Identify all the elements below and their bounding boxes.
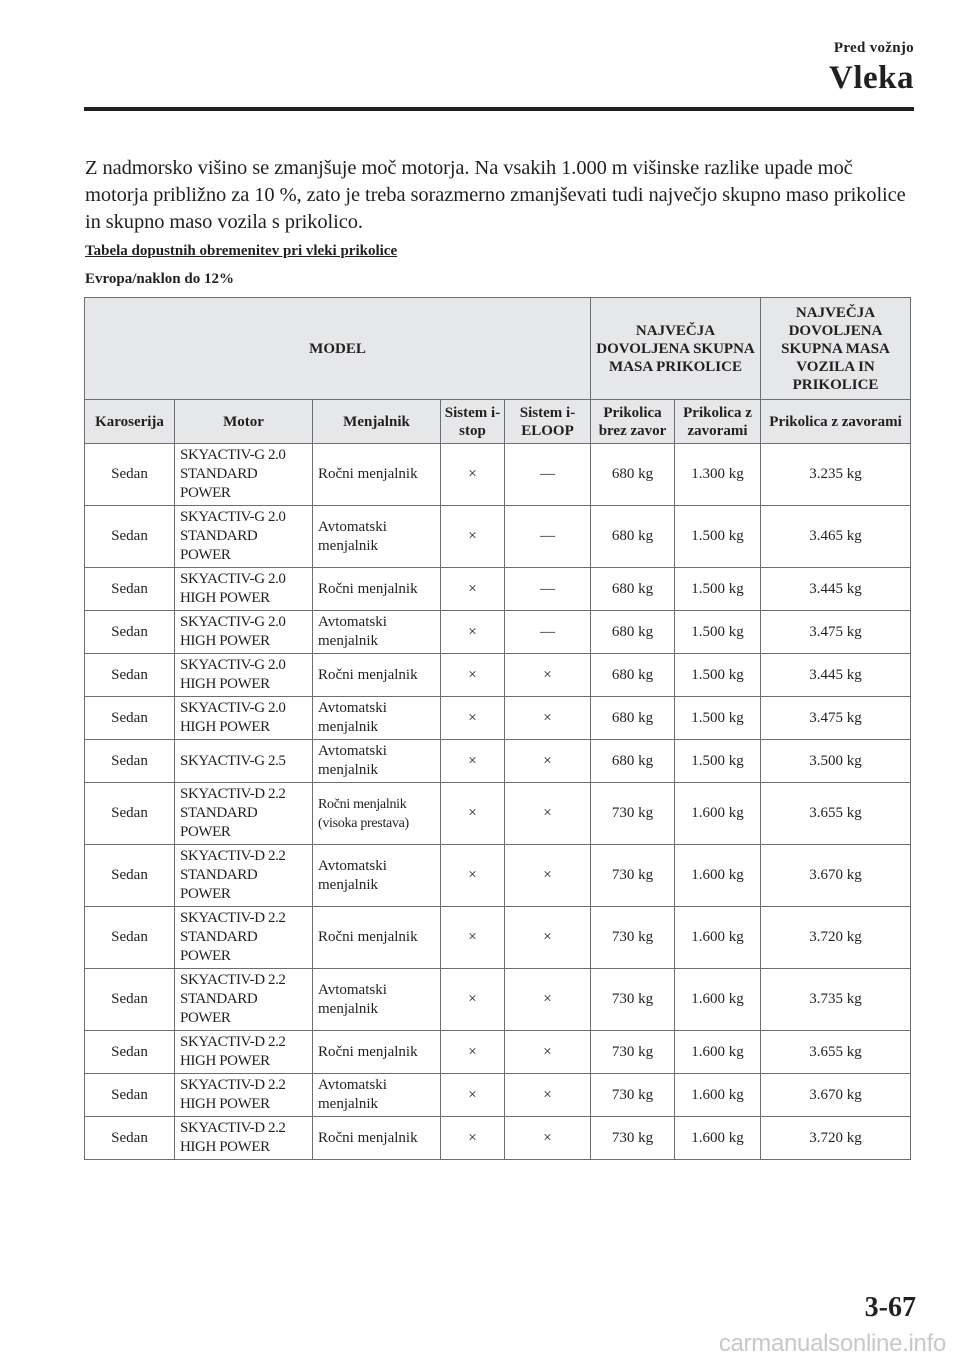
cell-ieloop: — (505, 444, 591, 506)
cell-transmission: Ročni menjalnik (313, 654, 441, 697)
cell-unbraked: 680 kg (591, 568, 675, 611)
cell-braked: 1.600 kg (675, 845, 761, 907)
cell-istop: × (441, 1117, 505, 1160)
section-title: Vleka (829, 60, 914, 96)
cell-braked: 1.500 kg (675, 568, 761, 611)
cell-unbraked: 680 kg (591, 740, 675, 783)
towing-load-table (84, 297, 911, 1160)
column-header-engine: Motor (175, 400, 313, 444)
cell-body: Sedan (85, 697, 175, 740)
cell-istop: × (441, 1031, 505, 1074)
header-rule (84, 107, 914, 111)
cell-body: Sedan (85, 444, 175, 506)
cell-total: 3.720 kg (761, 1117, 911, 1160)
cell-engine: SKYACTIV-G 2.0 STANDARD POWER (175, 506, 313, 568)
intro-paragraph: Z nadmorsko višino se zmanjšuje moč motorja. Na vsakih 1.000 m višinske razlike upade moč motorja približno za 10 %, zato je treba sorazmerno zmanjševati tudi največjo skupno maso prikolice in skupno maso vozila s prikolico. (85, 157, 906, 233)
cell-ieloop: — (505, 506, 591, 568)
cell-body: Sedan (85, 506, 175, 568)
cell-ieloop: × (505, 654, 591, 697)
page-number: 3-67 (864, 1292, 916, 1323)
cell-ieloop: × (505, 969, 591, 1031)
table-row (85, 783, 911, 845)
header-model: MODEL (85, 298, 591, 400)
header-max-trailer: NAJVEČJA DOVOLJENA SKUPNA MASA PRIKOLICE (591, 298, 761, 400)
cell-istop: × (441, 506, 505, 568)
cell-ieloop: × (505, 783, 591, 845)
cell-transmission: Ročni menjalnik (visoka prestava) (313, 783, 441, 845)
cell-istop: × (441, 697, 505, 740)
section-label: Pred vožnjo (833, 40, 914, 56)
cell-engine: SKYACTIV-D 2.2 HIGH POWER (175, 1074, 313, 1117)
cell-istop: × (441, 740, 505, 783)
table-row (85, 697, 911, 740)
cell-braked: 1.500 kg (675, 740, 761, 783)
cell-braked: 1.300 kg (675, 444, 761, 506)
table-subtitle: Evropa/naklon do 12% (85, 271, 234, 287)
cell-braked: 1.600 kg (675, 1117, 761, 1160)
cell-transmission: Avtomatski menjalnik (313, 969, 441, 1031)
cell-body: Sedan (85, 969, 175, 1031)
cell-total: 3.720 kg (761, 907, 911, 969)
cell-ieloop: — (505, 611, 591, 654)
cell-body: Sedan (85, 845, 175, 907)
cell-total: 3.655 kg (761, 1031, 911, 1074)
cell-transmission: Avtomatski menjalnik (313, 845, 441, 907)
cell-braked: 1.500 kg (675, 697, 761, 740)
cell-ieloop: × (505, 740, 591, 783)
cell-engine: SKYACTIV-G 2.0 HIGH POWER (175, 568, 313, 611)
watermark: carmanualsonline.info (718, 1330, 946, 1357)
cell-transmission: Ročni menjalnik (313, 444, 441, 506)
cell-body: Sedan (85, 1074, 175, 1117)
cell-transmission: Ročni menjalnik (313, 907, 441, 969)
cell-body: Sedan (85, 783, 175, 845)
cell-body: Sedan (85, 1031, 175, 1074)
cell-ieloop: × (505, 697, 591, 740)
table-row (85, 907, 911, 969)
cell-transmission: Ročni menjalnik (313, 1031, 441, 1074)
cell-istop: × (441, 845, 505, 907)
cell-engine: SKYACTIV-D 2.2 STANDARD POWER (175, 845, 313, 907)
cell-ieloop: × (505, 1031, 591, 1074)
cell-braked: 1.600 kg (675, 907, 761, 969)
cell-unbraked: 730 kg (591, 1117, 675, 1160)
cell-unbraked: 680 kg (591, 506, 675, 568)
cell-body: Sedan (85, 568, 175, 611)
cell-unbraked: 680 kg (591, 444, 675, 506)
cell-transmission: Ročni menjalnik (313, 1117, 441, 1160)
table-row (85, 506, 911, 568)
cell-ieloop: × (505, 907, 591, 969)
cell-total: 3.475 kg (761, 611, 911, 654)
cell-engine: SKYACTIV-G 2.0 HIGH POWER (175, 611, 313, 654)
cell-istop: × (441, 611, 505, 654)
cell-istop: × (441, 654, 505, 697)
table-row (85, 611, 911, 654)
cell-total: 3.475 kg (761, 697, 911, 740)
cell-body: Sedan (85, 1117, 175, 1160)
cell-total: 3.465 kg (761, 506, 911, 568)
column-header-unbraked: Prikolica brez zavor (591, 400, 675, 444)
cell-braked: 1.600 kg (675, 783, 761, 845)
cell-braked: 1.600 kg (675, 1031, 761, 1074)
cell-istop: × (441, 444, 505, 506)
cell-istop: × (441, 783, 505, 845)
cell-unbraked: 730 kg (591, 1031, 675, 1074)
table-row (85, 568, 911, 611)
cell-ieloop: — (505, 568, 591, 611)
table-row (85, 1117, 911, 1160)
cell-total: 3.670 kg (761, 845, 911, 907)
cell-engine: SKYACTIV-G 2.0 STANDARD POWER (175, 444, 313, 506)
cell-braked: 1.600 kg (675, 1074, 761, 1117)
cell-transmission: Avtomatski menjalnik (313, 611, 441, 654)
table-row (85, 1074, 911, 1117)
cell-body: Sedan (85, 740, 175, 783)
cell-ieloop: × (505, 1074, 591, 1117)
cell-engine: SKYACTIV-D 2.2 STANDARD POWER (175, 907, 313, 969)
column-header-body: Karoserija (85, 400, 175, 444)
cell-braked: 1.500 kg (675, 654, 761, 697)
cell-body: Sedan (85, 654, 175, 697)
cell-unbraked: 730 kg (591, 845, 675, 907)
cell-istop: × (441, 907, 505, 969)
cell-transmission: Avtomatski menjalnik (313, 697, 441, 740)
cell-ieloop: × (505, 1117, 591, 1160)
cell-total: 3.445 kg (761, 654, 911, 697)
cell-unbraked: 680 kg (591, 697, 675, 740)
cell-engine: SKYACTIV-D 2.2 STANDARD POWER (175, 783, 313, 845)
cell-engine: SKYACTIV-D 2.2 STANDARD POWER (175, 969, 313, 1031)
cell-istop: × (441, 969, 505, 1031)
column-header-ieloop: Sistem i-ELOOP (505, 400, 591, 444)
cell-braked: 1.500 kg (675, 611, 761, 654)
cell-total: 3.655 kg (761, 783, 911, 845)
table-row (85, 740, 911, 783)
cell-braked: 1.600 kg (675, 969, 761, 1031)
cell-total: 3.445 kg (761, 568, 911, 611)
column-header-istop: Sistem i-stop (441, 400, 505, 444)
cell-total: 3.670 kg (761, 1074, 911, 1117)
cell-total: 3.235 kg (761, 444, 911, 506)
cell-unbraked: 730 kg (591, 907, 675, 969)
cell-engine: SKYACTIV-D 2.2 HIGH POWER (175, 1031, 313, 1074)
cell-engine: SKYACTIV-D 2.2 HIGH POWER (175, 1117, 313, 1160)
cell-engine: SKYACTIV-G 2.0 HIGH POWER (175, 697, 313, 740)
table-row (85, 969, 911, 1031)
cell-transmission: Avtomatski menjalnik (313, 506, 441, 568)
cell-body: Sedan (85, 907, 175, 969)
table-row (85, 444, 911, 506)
cell-total: 3.500 kg (761, 740, 911, 783)
header-max-combined: NAJVEČJA DOVOLJENA SKUPNA MASA VOZILA IN PRIKOLICE (761, 298, 911, 400)
cell-unbraked: 730 kg (591, 969, 675, 1031)
cell-ieloop: × (505, 845, 591, 907)
cell-total: 3.735 kg (761, 969, 911, 1031)
cell-transmission: Avtomatski menjalnik (313, 1074, 441, 1117)
column-header-braked: Prikolica z zavorami (675, 400, 761, 444)
cell-unbraked: 680 kg (591, 654, 675, 697)
cell-transmission: Ročni menjalnik (313, 568, 441, 611)
table-row (85, 1031, 911, 1074)
cell-body: Sedan (85, 611, 175, 654)
cell-istop: × (441, 568, 505, 611)
cell-unbraked: 680 kg (591, 611, 675, 654)
cell-braked: 1.500 kg (675, 506, 761, 568)
table-title: Tabela dopustnih obremenitev pri vleki prikolice (85, 243, 398, 259)
cell-istop: × (441, 1074, 505, 1117)
cell-unbraked: 730 kg (591, 783, 675, 845)
cell-engine: SKYACTIV-G 2.0 HIGH POWER (175, 654, 313, 697)
cell-engine: SKYACTIV-G 2.5 (175, 740, 313, 783)
column-header-transmission: Menjalnik (313, 400, 441, 444)
table-row (85, 845, 911, 907)
cell-unbraked: 730 kg (591, 1074, 675, 1117)
column-header-total: Prikolica z zavorami (761, 400, 911, 444)
cell-transmission: Avtomatski menjalnik (313, 740, 441, 783)
table-row (85, 654, 911, 697)
